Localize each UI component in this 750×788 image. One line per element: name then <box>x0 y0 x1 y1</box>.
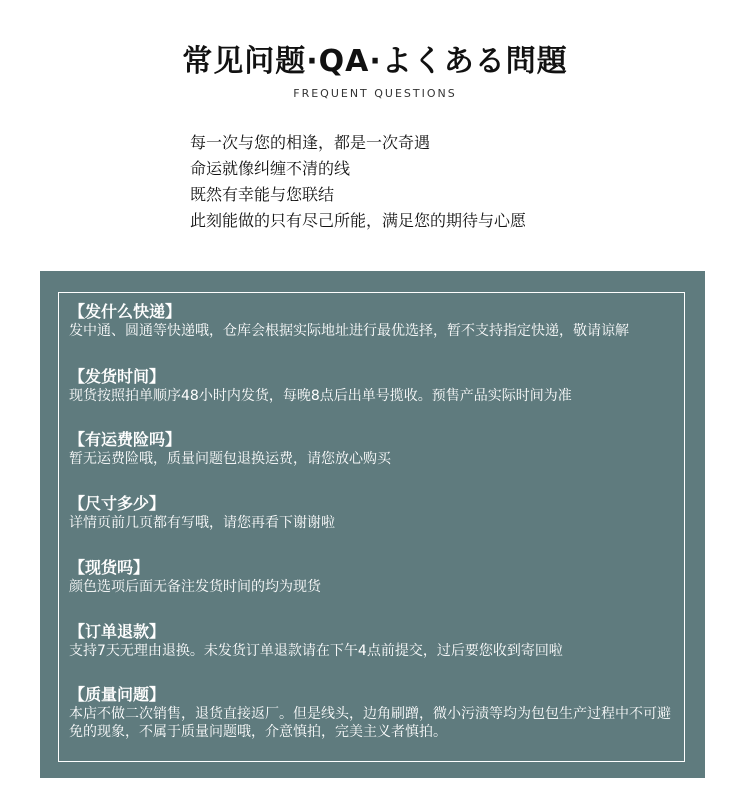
faq-answer: 详情页前几页都有写哦，请您再看下谢谢啦 <box>69 515 335 531</box>
poem-line: 每一次与您的相逢，都是一次奇遇 <box>190 133 431 152</box>
faq-answer: 发中通、圆通等快递哦，仓库会根据实际地址进行最优选择，暂不支持指定快递，敬请谅解 <box>69 323 629 339</box>
faq-answer: 支持7天无理由退换。未发货订单退款请在下午4点前提交，过后要您收到寄回啦 <box>69 643 563 659</box>
faq-item-refund <box>69 622 678 660</box>
faq-item-shipping-time <box>69 367 678 405</box>
poem-line: 命运就像纠缠不清的线 <box>190 159 351 178</box>
faq-answer: 本店不做二次销售，退货直接返厂。但是线头，边角刷蹭，微小污渍等均为包包生产过程中不可避免的现象，不属于质量问题哦，介意慎拍，完美主义者慎拍。 <box>69 706 671 740</box>
faq-answer: 颜色选项后面无备注发货时间的均为现货 <box>69 579 321 595</box>
faq-question: 【尺寸多少】 <box>69 494 166 513</box>
faq-answer: 暂无运费险哦，质量问题包退换运费，请您放心购买 <box>69 451 391 467</box>
faq-question: 【有运费险吗】 <box>69 430 182 449</box>
intro-poem <box>190 130 526 234</box>
faq-item-quality <box>69 685 678 741</box>
poem-line: 既然有幸能与您联结 <box>190 185 335 204</box>
faq-question: 【现货吗】 <box>69 558 150 577</box>
page-title: 常见问题·QA·よくある問題 <box>182 44 568 79</box>
faq-question: 【发货时间】 <box>69 367 166 386</box>
poem-line: 此刻能做的只有尽己所能，满足您的期待与心愿 <box>190 211 527 230</box>
faq-item-size <box>69 494 678 532</box>
faq-item-shipping-courier <box>69 302 678 340</box>
faq-item-shipping-insurance <box>69 430 678 468</box>
faq-question: 【订单退款】 <box>69 622 166 641</box>
faq-item-in-stock <box>69 558 678 596</box>
faq-frame <box>58 292 685 762</box>
faq-question: 【发什么快递】 <box>69 302 182 321</box>
faq-answer: 现货按照拍单顺序48小时内发货，每晚8点后出单号揽收。预售产品实际时间为准 <box>69 388 572 404</box>
page-subtitle: FREQUENT QUESTIONS <box>293 87 457 100</box>
faq-panel <box>40 271 705 778</box>
faq-question: 【质量问题】 <box>69 685 166 704</box>
